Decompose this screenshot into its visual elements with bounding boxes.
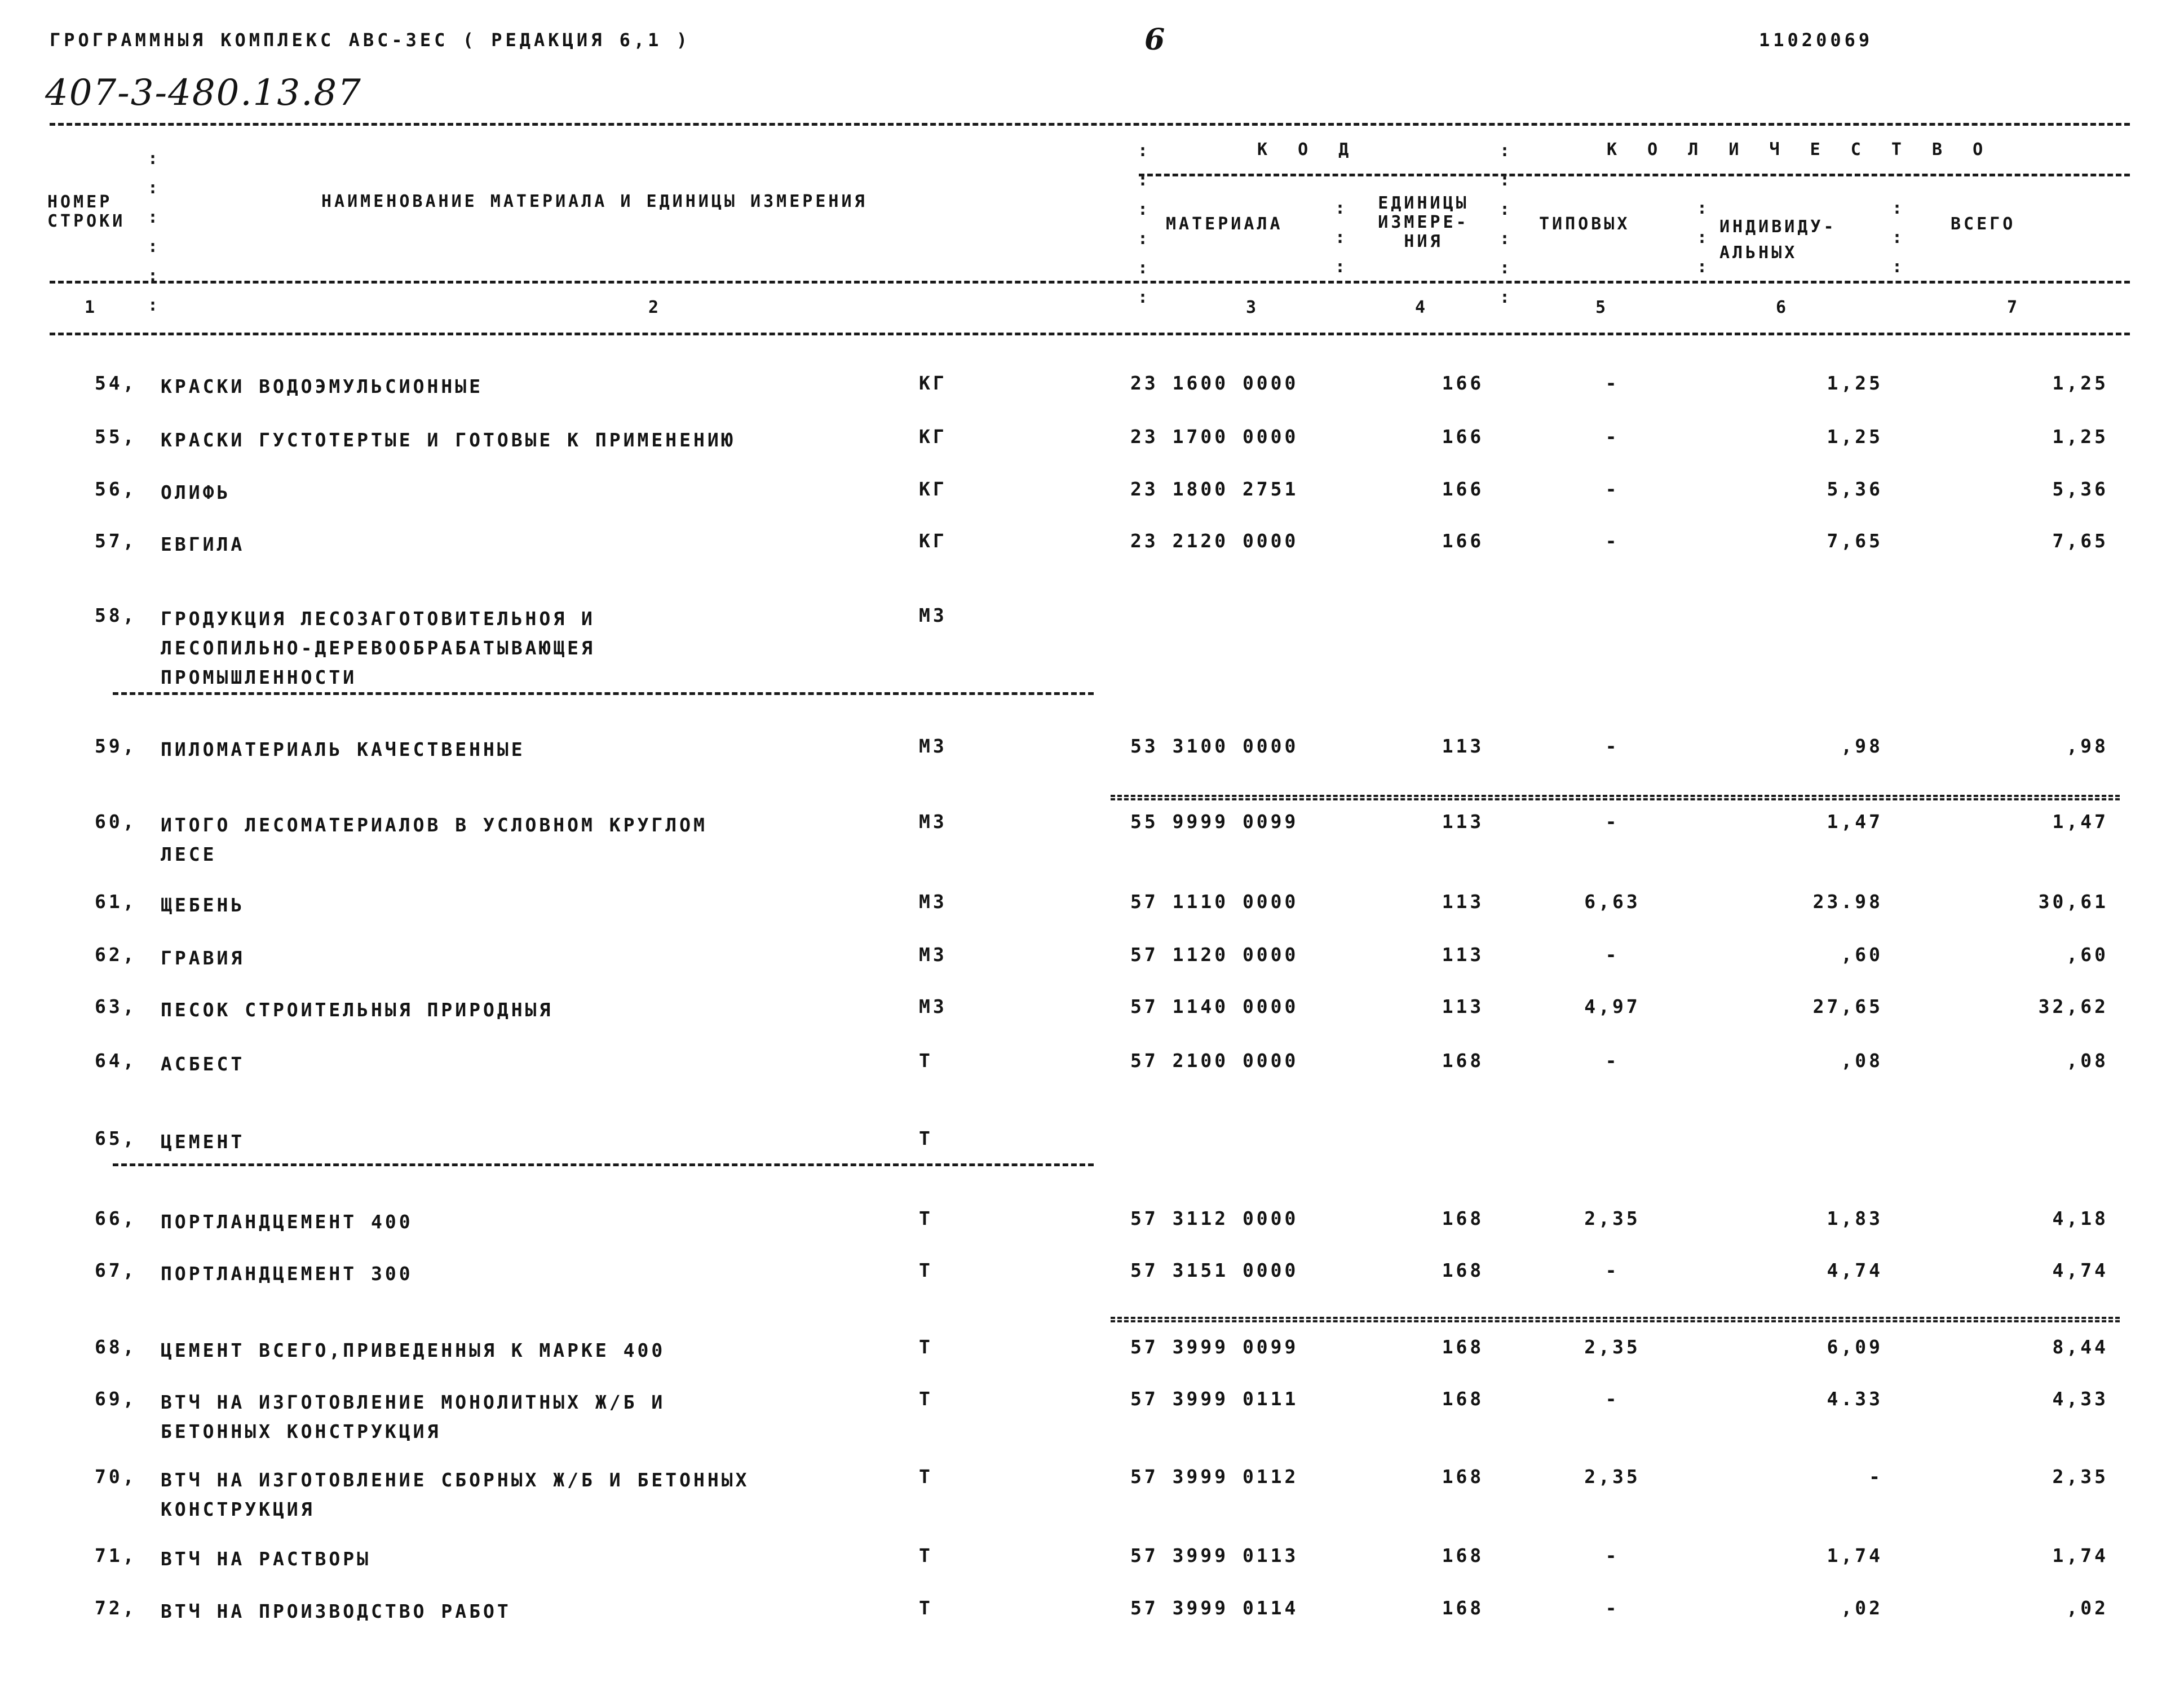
- qty-total: 1,25: [2052, 426, 2108, 448]
- material-name: [161, 1050, 245, 1079]
- rule-code-quantity: [1139, 174, 2130, 176]
- material-name-line: ОЛИФЬ: [161, 481, 231, 503]
- row-number: 67,: [95, 1259, 137, 1281]
- unit-code: 168: [1442, 1544, 1484, 1566]
- material-code: 23 1800 2751: [1130, 478, 1299, 500]
- material-code: 57 3999 0111: [1130, 1388, 1299, 1410]
- unit-code: 113: [1442, 811, 1484, 833]
- row-number: 55,: [95, 426, 137, 448]
- material-name: [161, 891, 245, 920]
- material-name-line: ПОРТЛАНДЦЕМЕНТ 300: [161, 1263, 413, 1285]
- material-name-line: ЩЕБЕНЬ: [161, 894, 245, 916]
- material-name: [161, 530, 245, 559]
- separator-col-4: : : : : : :: [1500, 141, 1510, 307]
- qty-individual: 4.33: [1827, 1388, 1883, 1410]
- material-name-line: ЛЕСЕ: [161, 843, 217, 865]
- colnum-2: 2: [648, 298, 662, 317]
- qty-total: 4,33: [2052, 1388, 2108, 1410]
- qty-individual: 1,47: [1827, 811, 1883, 833]
- unit: Т: [919, 1259, 933, 1281]
- material-code: 57 3999 0112: [1130, 1466, 1299, 1488]
- rule-colnum-bottom: [50, 333, 2130, 335]
- unit-code: 168: [1442, 1466, 1484, 1488]
- unit: Т: [919, 1336, 933, 1358]
- material-code: 23 1600 0000: [1130, 372, 1299, 394]
- unit: М3: [919, 604, 947, 626]
- row-number: 72,: [95, 1597, 137, 1619]
- unit: КГ: [919, 426, 947, 448]
- material-name: [161, 1388, 665, 1446]
- qty-total: ,02: [2066, 1597, 2108, 1619]
- qty-individual: ,02: [1841, 1597, 1883, 1619]
- qty-total: 5,36: [2052, 478, 2108, 500]
- unit-code: 166: [1442, 426, 1484, 448]
- separator-col-5: : : :: [1697, 198, 1708, 277]
- header-code: К О Д: [1257, 140, 1359, 160]
- material-name: [161, 1466, 749, 1524]
- material-code: 57 1110 0000: [1130, 891, 1299, 913]
- unit: М3: [919, 995, 947, 1017]
- material-code: 57 3112 0000: [1130, 1207, 1299, 1229]
- unit-code: 166: [1442, 478, 1484, 500]
- qty-individual: 4,74: [1827, 1259, 1883, 1281]
- material-name-line: КОНСТРУКЦИЯ: [161, 1498, 315, 1520]
- separator-col-3: : : :: [1335, 198, 1346, 277]
- row-number: 71,: [95, 1544, 137, 1566]
- row-number: 69,: [95, 1388, 137, 1410]
- header-material: МАТЕРИАЛА: [1166, 214, 1283, 234]
- unit: М3: [919, 944, 947, 966]
- double-rule-before-row-60: [1111, 795, 2120, 800]
- material-name-line: ПЕСОК СТРОИТЕЛЬНЫЯ ПРИРОДНЫЯ: [161, 999, 554, 1021]
- row-number: 63,: [95, 995, 137, 1017]
- material-name: [161, 1127, 245, 1157]
- qty-typical: 4,97: [1584, 995, 1641, 1017]
- material-name-line: БЕТОННЫХ КОНСТРУКЦИЯ: [161, 1420, 441, 1442]
- qty-individual: ,98: [1841, 735, 1883, 757]
- unit: М3: [919, 811, 947, 833]
- material-name-line: ПИЛОМАТЕРИАЛЬ КАЧЕСТВЕННЫЕ: [161, 738, 525, 760]
- separator-col-2: : : : : : :: [1138, 141, 1148, 307]
- qty-total: 32,62: [2038, 995, 2108, 1017]
- qty-typical: -: [1605, 372, 1620, 394]
- material-name: [161, 604, 595, 692]
- qty-individual: 1,74: [1827, 1544, 1883, 1566]
- material-name: [161, 1207, 413, 1237]
- qty-typical: -: [1605, 1259, 1620, 1281]
- unit-code: 168: [1442, 1336, 1484, 1358]
- separator-col-1: : : : : : :: [148, 149, 158, 315]
- unit: Т: [919, 1050, 933, 1072]
- qty-individual: 1,25: [1827, 426, 1883, 448]
- material-name: [161, 372, 483, 401]
- qty-typical: 6,63: [1584, 891, 1641, 913]
- material-name: [161, 1259, 413, 1289]
- material-name-line: ВТЧ НА РАСТВОРЫ: [161, 1548, 372, 1570]
- material-name-line: АСБЕСТ: [161, 1053, 245, 1075]
- colnum-5: 5: [1595, 298, 1609, 317]
- unit: Т: [919, 1207, 933, 1229]
- qty-total: 4,74: [2052, 1259, 2108, 1281]
- colnum-4: 4: [1415, 298, 1429, 317]
- qty-individual: 6,09: [1827, 1336, 1883, 1358]
- unit-code: 166: [1442, 372, 1484, 394]
- qty-typical: -: [1605, 735, 1620, 757]
- unit-code: 113: [1442, 944, 1484, 966]
- material-name: [161, 811, 708, 869]
- material-name-line: ВТЧ НА ПРОИЗВОДСТВО РАБОТ: [161, 1600, 511, 1622]
- material-name-line: ЕВГИЛА: [161, 533, 245, 555]
- row-number: 56,: [95, 478, 137, 500]
- colnum-7: 7: [2007, 298, 2021, 317]
- qty-individual: 7,65: [1827, 530, 1883, 552]
- unit-code: 113: [1442, 995, 1484, 1017]
- header-name: НАИМЕНОВАНИЕ МАТЕРИАЛА И ЕДИНИЦЫ ИЗМЕРЕНИЯ: [321, 192, 868, 211]
- material-name-line: ЛЕСОПИЛЬНО-ДЕРЕВООБРАБАТЫВАЮЩЕЯ: [161, 637, 595, 659]
- colnum-3: 3: [1246, 298, 1259, 317]
- header-quantity: К О Л И Ч Е С Т В О: [1607, 140, 1993, 160]
- unit-code: 168: [1442, 1207, 1484, 1229]
- qty-total: 4,18: [2052, 1207, 2108, 1229]
- qty-individual: ,60: [1841, 944, 1883, 966]
- unit-code: 113: [1442, 735, 1484, 757]
- qty-individual: 1,83: [1827, 1207, 1883, 1229]
- unit-code: 168: [1442, 1259, 1484, 1281]
- header-row-number: НОМЕР СТРОКИ: [47, 192, 126, 231]
- row-number: 59,: [95, 735, 137, 757]
- qty-typical: -: [1605, 1050, 1620, 1072]
- qty-total: ,08: [2066, 1050, 2108, 1072]
- double-rule-before-row-68: [1111, 1317, 2120, 1322]
- material-code: 57 3999 0099: [1130, 1336, 1299, 1358]
- row-number: 58,: [95, 604, 137, 626]
- material-name-line: ЦЕМЕНТ: [161, 1131, 245, 1153]
- unit: Т: [919, 1127, 933, 1149]
- qty-typical: -: [1605, 944, 1620, 966]
- unit: Т: [919, 1597, 933, 1619]
- separator-col-6: : : :: [1892, 198, 1903, 277]
- material-code: 55 9999 0099: [1130, 811, 1299, 833]
- material-name: [161, 478, 231, 507]
- qty-individual: 27,65: [1812, 995, 1883, 1017]
- qty-typical: -: [1605, 1597, 1620, 1619]
- material-code: 57 2100 0000: [1130, 1050, 1299, 1072]
- material-name-line: ГРОДУКЦИЯ ЛЕСОЗАГОТОВИТЕЛЬНОЯ И: [161, 608, 595, 630]
- qty-typical: -: [1605, 478, 1620, 500]
- qty-total: 8,44: [2052, 1336, 2108, 1358]
- unit: М3: [919, 891, 947, 913]
- material-code: 57 3999 0113: [1130, 1544, 1299, 1566]
- unit-code: 168: [1442, 1388, 1484, 1410]
- unit: КГ: [919, 372, 947, 394]
- unit-code: 168: [1442, 1050, 1484, 1072]
- material-name: [161, 1597, 511, 1626]
- row-number: 66,: [95, 1207, 137, 1229]
- qty-typical: -: [1605, 530, 1620, 552]
- row-number: 60,: [95, 811, 137, 833]
- qty-total: 1,47: [2052, 811, 2108, 833]
- material-name-line: ВТЧ НА ИЗГОТОВЛЕНИЕ СБОРНЫХ Ж/Б И БЕТОННЫХ: [161, 1469, 750, 1491]
- colnum-1: 1: [85, 298, 98, 317]
- header-unit-code: ЕДИНИЦЫ ИЗМЕРЕ- НИЯ: [1378, 193, 1469, 251]
- rule-after-row-65: [113, 1163, 1094, 1166]
- unit-code: 113: [1442, 891, 1484, 913]
- qty-total: 7,65: [2052, 530, 2108, 552]
- row-number: 65,: [95, 1127, 137, 1149]
- material-name-line: ВТЧ НА ИЗГОТОВЛЕНИЕ МОНОЛИТНЫХ Ж/Б И: [161, 1391, 666, 1413]
- qty-total: 1,25: [2052, 372, 2108, 394]
- qty-typical: -: [1605, 1388, 1620, 1410]
- unit: М3: [919, 735, 947, 757]
- material-name-line: ПРОМЫШЛЕННОСТИ: [161, 666, 357, 688]
- document-code: 11020069: [1759, 29, 1873, 51]
- rule-after-row-58: [113, 692, 1094, 695]
- qty-total: 30,61: [2038, 891, 2108, 913]
- qty-typical: 2,35: [1584, 1336, 1641, 1358]
- material-name: [161, 426, 736, 455]
- material-code: 57 3151 0000: [1130, 1259, 1299, 1281]
- unit: Т: [919, 1466, 933, 1488]
- qty-typical: 2,35: [1584, 1466, 1641, 1488]
- qty-total: ,98: [2066, 735, 2108, 757]
- unit-code: 166: [1442, 530, 1484, 552]
- row-number: 64,: [95, 1050, 137, 1072]
- qty-individual: -: [1869, 1466, 1883, 1488]
- page-number: 6: [1144, 23, 1165, 57]
- material-name: [161, 1336, 665, 1365]
- unit: Т: [919, 1388, 933, 1410]
- material-code: 23 2120 0000: [1130, 530, 1299, 552]
- material-code: 23 1700 0000: [1130, 426, 1299, 448]
- header-total: ВСЕГО: [1951, 214, 2016, 234]
- qty-individual: ,08: [1841, 1050, 1883, 1072]
- material-code: 57 3999 0114: [1130, 1597, 1299, 1619]
- material-name-line: ГРАВИЯ: [161, 947, 245, 969]
- qty-typical: -: [1605, 426, 1620, 448]
- qty-individual: 23.98: [1812, 891, 1883, 913]
- header-typical: ТИПОВЫХ: [1539, 214, 1630, 234]
- material-name-line: ЦЕМЕНТ ВСЕГО,ПРИВЕДЕННЫЯ К МАРКЕ 400: [161, 1339, 666, 1361]
- unit-code: 168: [1442, 1597, 1484, 1619]
- material-name-line: ИТОГО ЛЕСОМАТЕРИАЛОВ В УСЛОВНОМ КРУГЛОМ: [161, 814, 708, 836]
- colnum-6: 6: [1776, 298, 1789, 317]
- row-number: 57,: [95, 530, 137, 552]
- rule-top: [50, 123, 2130, 126]
- unit: Т: [919, 1544, 933, 1566]
- qty-total: 2,35: [2052, 1466, 2108, 1488]
- material-code: 57 1140 0000: [1130, 995, 1299, 1017]
- row-number: 62,: [95, 944, 137, 966]
- qty-total: 1,74: [2052, 1544, 2108, 1566]
- row-number: 54,: [95, 372, 137, 394]
- material-name-line: ПОРТЛАНДЦЕМЕНТ 400: [161, 1211, 413, 1233]
- material-name: [161, 944, 245, 973]
- unit: КГ: [919, 530, 947, 552]
- qty-typical: 2,35: [1584, 1207, 1641, 1229]
- header-individual: ИНДИВИДУ- АЛЬНЫХ: [1719, 217, 1837, 263]
- qty-individual: 1,25: [1827, 372, 1883, 394]
- program-title: ГРОГРАММНЫЯ КОМПЛЕКС АВС-ЗЕС ( РЕДАКЦИЯ 6,1 ): [50, 29, 691, 51]
- handwritten-designation: 407-3-480.13.87: [45, 72, 362, 114]
- row-number: 68,: [95, 1336, 137, 1358]
- material-code: 53 3100 0000: [1130, 735, 1299, 757]
- material-name-line: КРАСКИ ГУСТОТЕРТЫЕ И ГОТОВЫЕ К ПРИМЕНЕНИЮ: [161, 429, 736, 451]
- qty-total: ,60: [2066, 944, 2108, 966]
- material-name: [161, 735, 525, 764]
- row-number: 61,: [95, 891, 137, 913]
- material-name-line: КРАСКИ ВОДОЭМУЛЬСИОННЫЕ: [161, 375, 483, 397]
- material-name: [161, 995, 553, 1025]
- material-name: [161, 1544, 371, 1574]
- unit: КГ: [919, 478, 947, 500]
- qty-individual: 5,36: [1827, 478, 1883, 500]
- material-code: 57 1120 0000: [1130, 944, 1299, 966]
- qty-typical: -: [1605, 1544, 1620, 1566]
- row-number: 70,: [95, 1466, 137, 1488]
- rule-header-bottom: [50, 281, 2130, 284]
- qty-typical: -: [1605, 811, 1620, 833]
